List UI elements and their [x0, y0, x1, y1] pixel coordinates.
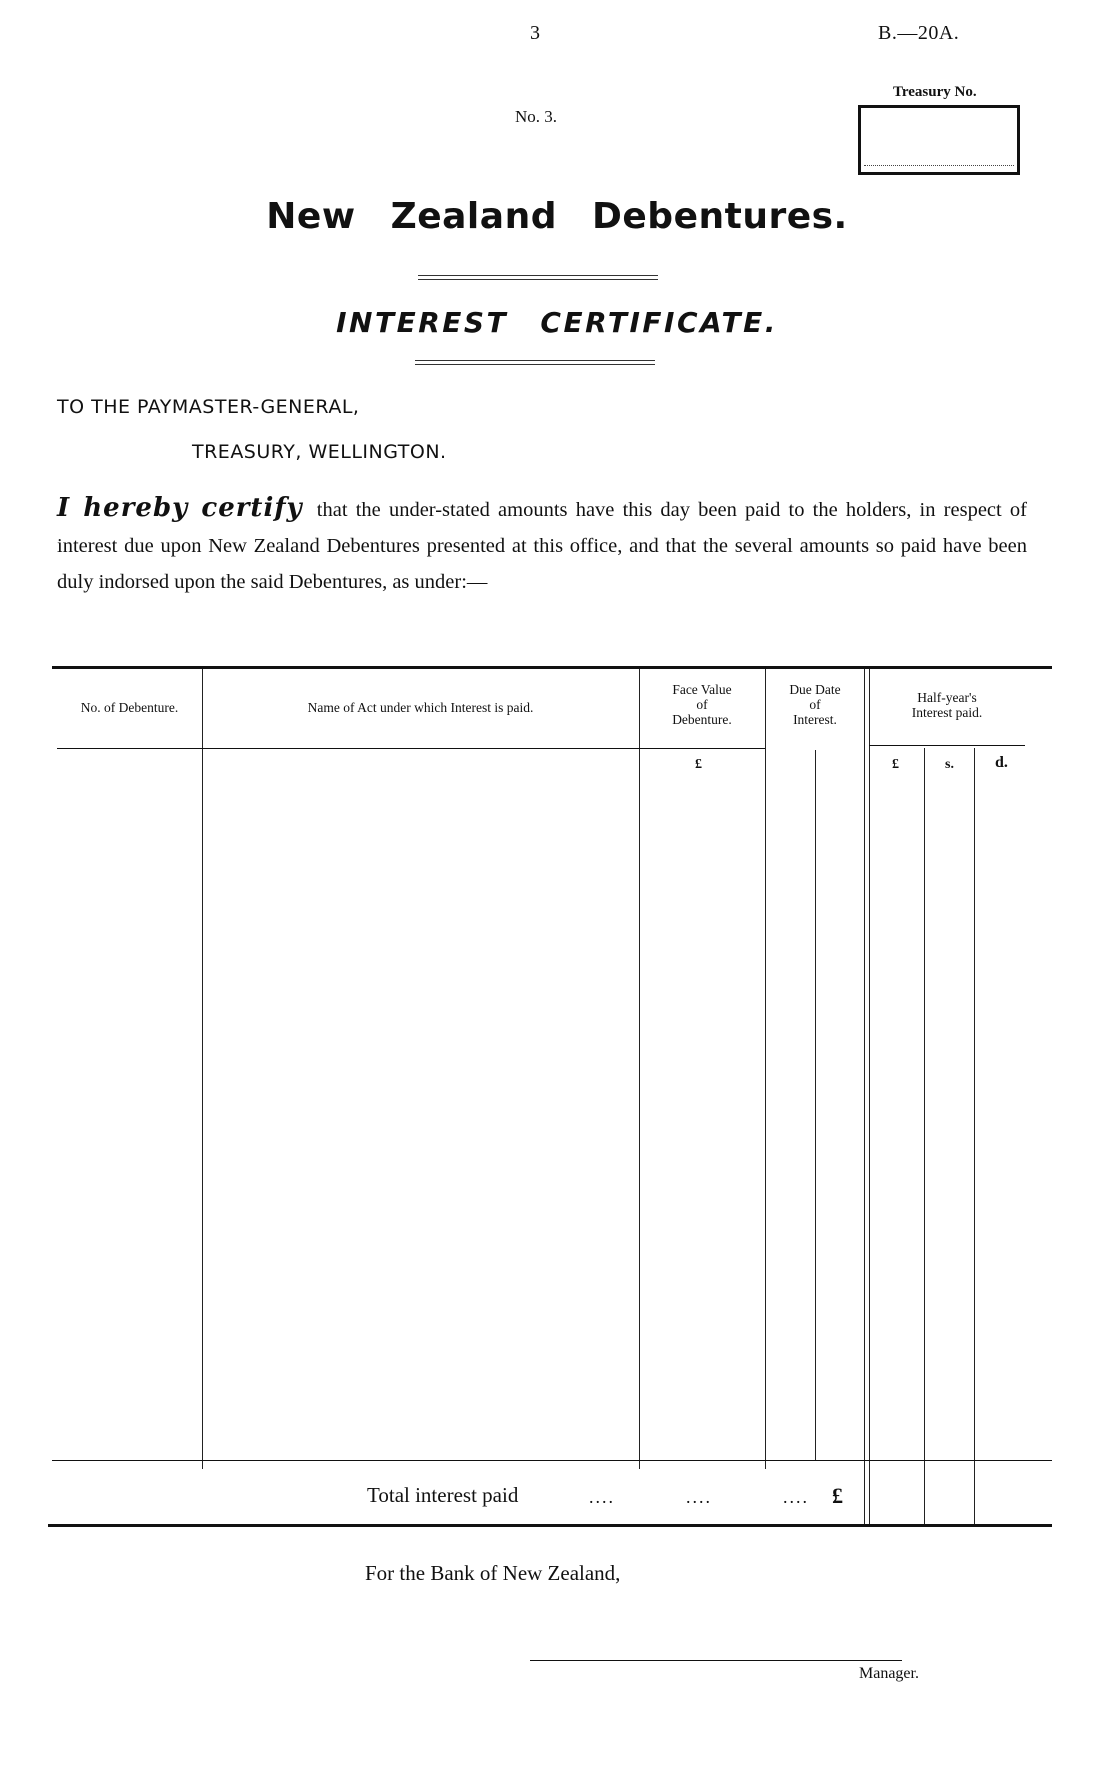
column-header-due-date: Due Date of Interest. [789, 682, 841, 727]
addressee-line-2: TREASURY, WELLINGTON. [192, 441, 447, 463]
certification-text: that the under-stated amounts have this day been paid to the holders, in respect of interest due upon New Zealand Debentures presented at this office, and that the several amounts so paid have been duly indorsed upon the said Debentures, as under:— [57, 499, 1027, 593]
interest-pound-unit: £ [892, 757, 899, 772]
document-code: B.—20A. [878, 22, 960, 44]
certification-paragraph [57, 490, 1027, 600]
document-title: New Zealand Debentures. [266, 196, 848, 237]
table-body[interactable] [57, 749, 1025, 1459]
table-body-bottom-rule [52, 1460, 1052, 1461]
column-header-face-value: Face Value of Debenture. [672, 682, 732, 727]
treasury-number-box[interactable] [858, 105, 1020, 175]
header-row-rule [869, 745, 1025, 746]
interest-pence-unit: d. [995, 754, 1008, 771]
leader-dots: .... [783, 1487, 809, 1507]
leader-dots: .... [686, 1487, 712, 1507]
treasury-number-field[interactable] [864, 165, 1014, 166]
table-bottom-rule [48, 1524, 1052, 1527]
total-currency-symbol: £ [832, 1483, 843, 1508]
signature-line[interactable] [530, 1660, 902, 1661]
certification-lead: I hereby certify [57, 493, 303, 523]
column-header-act-name: Name of Act under which Interest is paid. [307, 700, 534, 715]
face-value-pound-unit: £ [695, 757, 702, 772]
leader-dots: .... [589, 1487, 615, 1507]
page-number: 3 [530, 22, 540, 44]
subtitle-divider [415, 360, 655, 365]
column-header-debenture-no: No. of Debenture. [80, 700, 179, 715]
total-interest-label: Total interest paid [367, 1483, 519, 1507]
total-pence-field[interactable] [975, 1470, 1025, 1520]
signature-title: Manager. [859, 1665, 919, 1682]
bank-signoff: For the Bank of New Zealand, [365, 1561, 621, 1585]
certificate-subtitle: INTEREST CERTIFICATE. [336, 306, 778, 339]
interest-shillings-unit: s. [945, 757, 954, 772]
title-divider [418, 275, 658, 280]
treasury-number-label: Treasury No. [893, 84, 977, 100]
total-shillings-field[interactable] [925, 1470, 974, 1520]
total-pounds-field[interactable] [870, 1470, 924, 1520]
addressee-line-1: TO THE PAYMASTER-GENERAL, [57, 396, 360, 418]
form-number: No. 3. [515, 107, 558, 126]
column-header-interest-paid: Half-year's Interest paid. [911, 690, 983, 720]
